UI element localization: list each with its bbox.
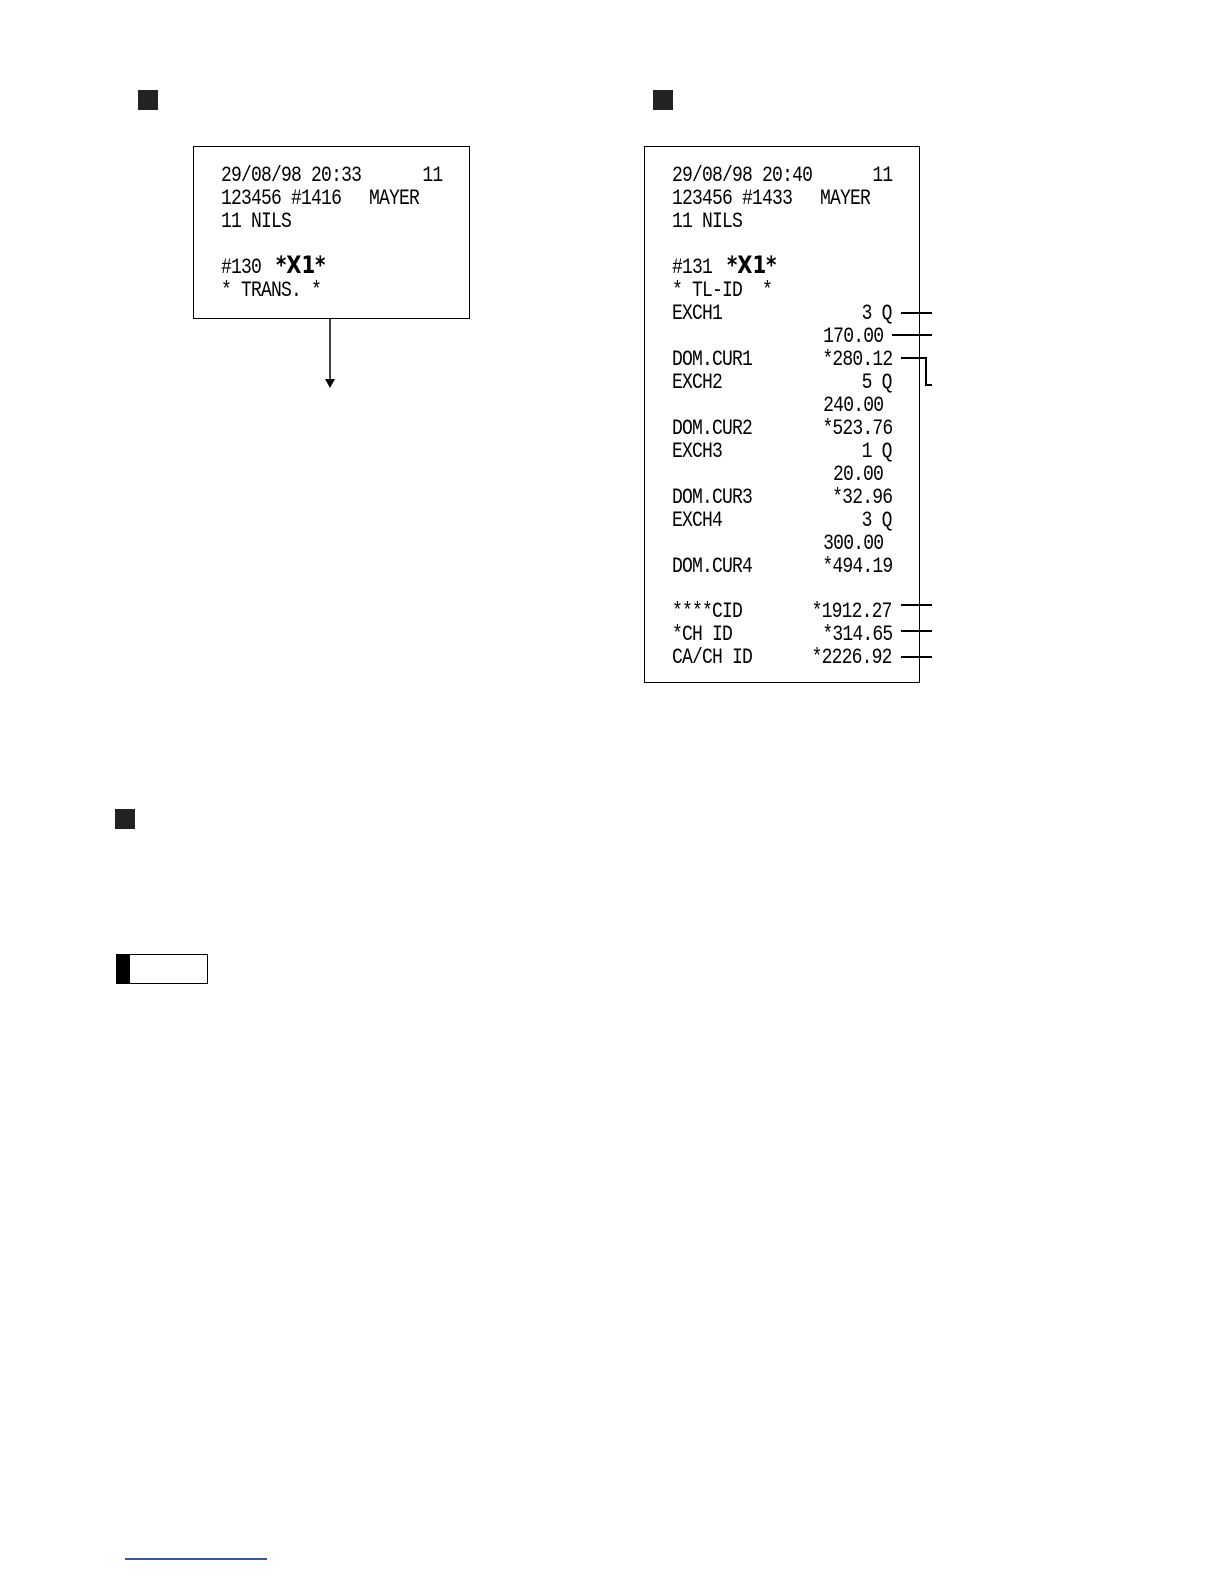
row-value: 3 Q (861, 508, 892, 533)
total-label: CA/CH ID (672, 645, 753, 670)
callout-line-domestic (901, 357, 925, 359)
callout-line-amount (892, 334, 932, 336)
row-value: 20.00 (832, 462, 883, 487)
receipt-date-time: 29/08/98 20:33 (221, 163, 362, 188)
callout-line-ca-ch-id (901, 656, 932, 658)
row-label: DOM.CUR2 (672, 416, 753, 441)
down-arrow-icon (320, 318, 340, 390)
transaction-receipt (193, 146, 470, 319)
receipt-x1-mark: *X1* (276, 251, 326, 279)
callout-line-quantity (901, 312, 932, 314)
section-marker-right (653, 90, 673, 110)
row-value: 3 Q (861, 301, 892, 326)
row-label: EXCH2 (672, 370, 723, 395)
row-value: 1 Q (861, 439, 892, 464)
total-label: *CH ID (672, 622, 733, 647)
row-value: 300.00 (822, 531, 883, 556)
row-value: 240.00 (822, 393, 883, 418)
section-marker-lower (115, 809, 135, 829)
receipt-date-time: 29/08/98 20:40 (672, 163, 813, 188)
row-value: *32.96 (831, 485, 892, 510)
callout-bracket-foot (925, 384, 932, 386)
callout-bracket (925, 357, 927, 385)
tl-id-receipt (644, 146, 920, 683)
receipt-machine-no: 11 (421, 163, 442, 188)
row-label: EXCH4 (672, 508, 723, 533)
callout-line-ch-id (901, 630, 932, 632)
row-value: *523.76 (821, 416, 892, 441)
receipt-clerk-name: MAYER (369, 186, 420, 211)
receipt-cashier: 11 NILS (672, 209, 743, 234)
row-value: *280.12 (821, 347, 892, 372)
receipt-cashier: 11 NILS (221, 209, 292, 234)
receipt-x1-mark: *X1* (727, 251, 777, 279)
receipt-report-no: #131 (672, 255, 713, 280)
note-label-bar (117, 955, 130, 983)
receipt-report-no: #130 (221, 255, 262, 280)
row-value: *494.19 (821, 554, 892, 579)
receipt-machine-no: 11 (871, 163, 892, 188)
footer-link-underline[interactable] (125, 1558, 267, 1560)
receipt-clerk-name: MAYER (820, 186, 871, 211)
total-value: *1912.27 (811, 599, 892, 624)
receipt-consecutive-no: 123456 #1433 (672, 186, 793, 211)
total-value: *2226.92 (811, 645, 892, 670)
receipt-consecutive-no: 123456 #1416 (221, 186, 342, 211)
row-value: 170.00 (822, 324, 883, 349)
section-marker-left (138, 90, 158, 110)
total-label: ****CID (672, 599, 743, 624)
note-label-box (116, 954, 208, 984)
row-label: DOM.CUR3 (672, 485, 753, 510)
row-label: DOM.CUR1 (672, 347, 753, 372)
callout-line-cid (901, 604, 932, 606)
receipt-title: * TL-ID * (672, 278, 773, 303)
receipt-title: * TRANS. * (221, 278, 322, 303)
row-label: EXCH1 (672, 301, 723, 326)
row-label: DOM.CUR4 (672, 554, 753, 579)
row-label: EXCH3 (672, 439, 723, 464)
row-value: 5 Q (861, 370, 892, 395)
total-value: *314.65 (821, 622, 892, 647)
